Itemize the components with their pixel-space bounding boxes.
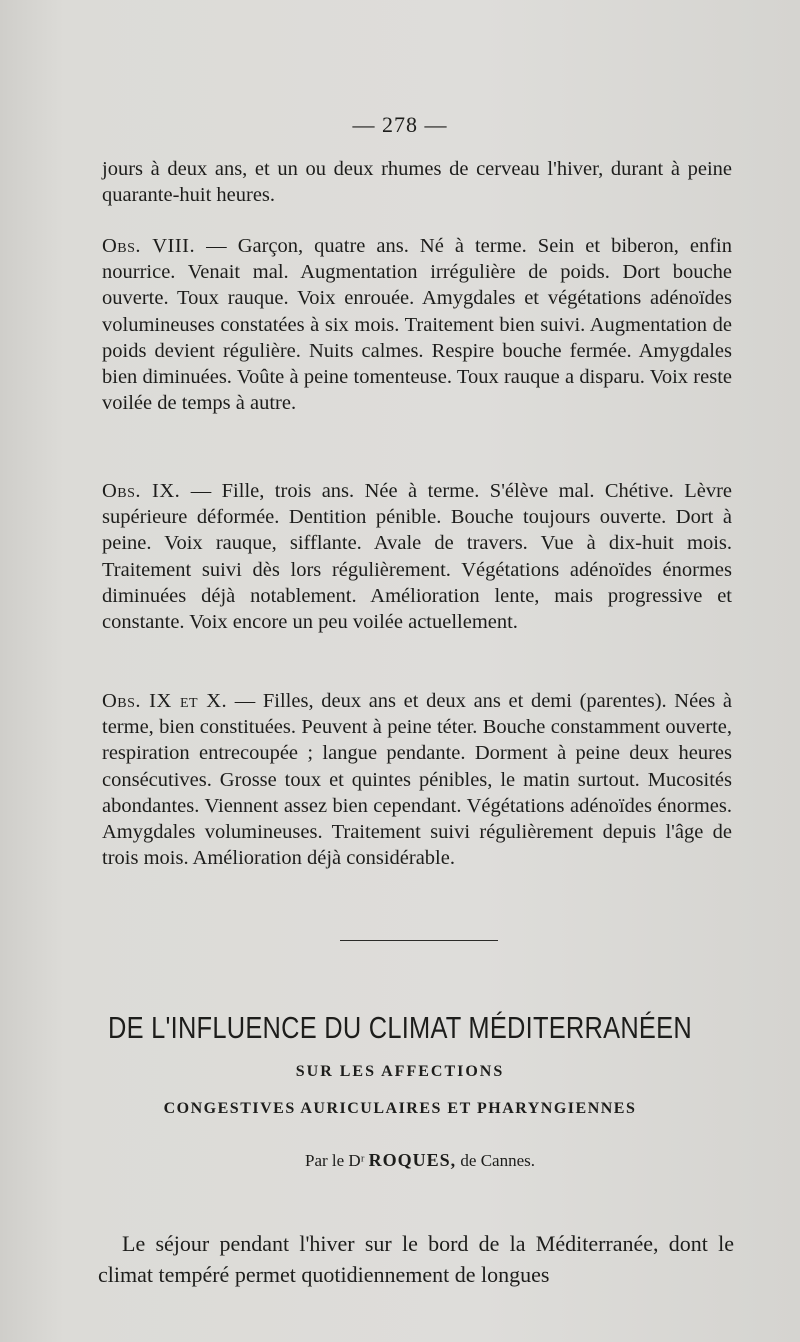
article-subtitle-line1: SUR LES AFFECTIONS <box>295 1063 505 1080</box>
continuation-text: jours à deux ans, et un ou deux rhumes de cerveau l'hiver, durant à peine quarante-huit heures. <box>102 158 732 207</box>
page-number: — 278 — <box>352 112 448 137</box>
observation-viii <box>102 233 732 416</box>
observation-paragraph <box>102 688 732 871</box>
continuation-paragraph <box>102 156 732 208</box>
observation-ix <box>102 478 732 635</box>
observation-ix-x <box>102 688 732 871</box>
article-subtitle-line2: CONGESTIVES AURICULAIRES ET PHARYNGIENNES <box>163 1100 637 1117</box>
author-suffix: de Cannes. <box>460 1151 536 1170</box>
observation-paragraph <box>102 478 732 635</box>
observation-paragraph <box>102 233 732 416</box>
observation-text: — Fille, trois ans. Née à terme. S'élève mal. Chétive. Lèvre supérieure déformée. Dentition pénible. Bouche toujours ouverte. Dort à peine. Voix rauque, sifflante. Avale de travers. Vue à dix-huit mois. Traitement suivi dès lors régulièrement. Végétations adénoïdes énormes diminuées déjà notablement. Amélioration lente, mais progressive et constante. Voix encore un peu voilée actuellement. <box>102 480 733 634</box>
author-prefix: Par le Dʳ <box>304 1151 365 1170</box>
article-title: DE L'INFLUENCE DU CLIMAT MÉDITERRANÉEN <box>108 1010 692 1045</box>
article-author <box>0 1150 800 1171</box>
observation-label: Obs. VIII. <box>102 235 196 257</box>
observation-text: — Filles, deux ans et deux ans et demi (parentes). Nées à terme, bien constituées. Peuvent à peine téter. Bouche constamment ouverte, respiration entrecoupée ; langue pendante. Dorment à peine deux heures consécutives. Grosse toux et quintes pénibles, le matin surtout. Mucosités abondantes. Viennent assez bien cependant. Végétations adénoïdes énormes. Amygdales volumineuses. Traitement suivi régulièrement depuis l'âge de trois mois. Amélioration déjà considérable. <box>102 690 732 870</box>
author-name: ROQUES, <box>368 1150 457 1170</box>
section-divider <box>340 940 498 941</box>
observation-label: Obs. IX. <box>102 480 181 502</box>
article-intro: Le séjour pendant l'hiver sur le bord de la Méditerranée, dont le climat tempéré permet quotidiennement de longues <box>98 1231 734 1287</box>
observation-text: — Garçon, quatre ans. Né à terme. Sein et biberon, enfin nourrice. Venait mal. Augmentation irrégulière de poids. Dort bouche ouverte. Toux rauque. Voix enrouée. Amygdales et végétations adénoïdes volumineuses constatées à six mois. Traitement bien suivi. Augmentation de poids devient régulière. Nuits calmes. Respire bouche fermée. Amygdales bien diminuées. Voûte à peine tomenteuse. Toux rauque a disparu. Voix reste voilée de temps à autre. <box>102 235 732 415</box>
observation-label: Obs. IX et X. <box>102 690 228 712</box>
